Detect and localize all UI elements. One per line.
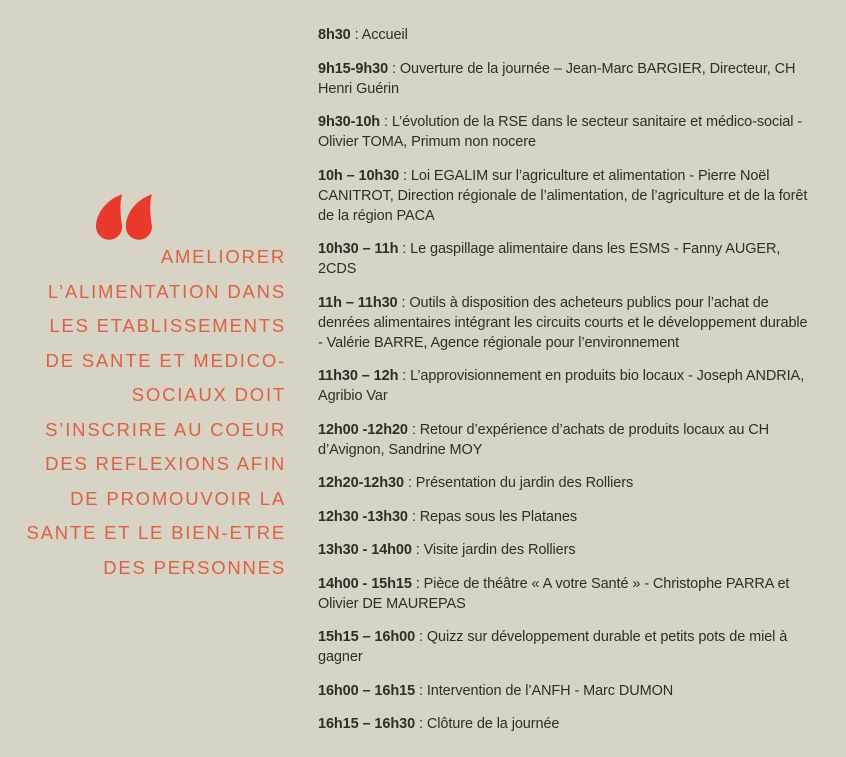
event-separator: :: [415, 682, 427, 699]
event-separator: :: [398, 241, 411, 257]
event-title: L’approvisionnement en produits bio locaux - Joseph ANDRIA, Agribio Var: [318, 368, 805, 404]
quote-comma-left: [96, 194, 122, 240]
event-title: Clôture de la journée: [426, 716, 560, 732]
event-title: Présentation du jardin des Rolliers: [415, 475, 634, 491]
quote-comma-right: [126, 194, 152, 240]
pull-quote-line: DE PROMOUVOIR LA: [70, 487, 286, 509]
event-separator: :: [397, 294, 410, 311]
schedule-list: [318, 25, 810, 748]
event-title: Quizz sur développement durable et petits pots de miel à gagner: [318, 629, 788, 665]
schedule-entry: [318, 473, 810, 493]
schedule-entry: [318, 293, 810, 353]
event-time: 13h30 - 14h00: [318, 542, 412, 558]
event-separator: :: [388, 60, 400, 77]
event-time: 9h15-9h30: [318, 60, 389, 77]
schedule-entry: [318, 507, 810, 527]
event-separator: :: [407, 421, 420, 438]
event-time: 8h30: [318, 27, 351, 43]
schedule-entry: [318, 681, 810, 701]
event-time: 14h00 - 15h15: [318, 575, 412, 592]
pull-quote-line: LES ETABLISSEMENTS: [49, 315, 286, 336]
schedule-entry: [318, 59, 810, 99]
schedule-entry: [318, 112, 810, 152]
event-time: 12h20-12h30: [318, 475, 404, 491]
pull-quote-line: L’ALIMENTATION DANS: [47, 280, 286, 302]
event-time: 16h00 – 16h15: [318, 682, 416, 699]
event-time: 10h30 – 11h: [318, 241, 399, 257]
event-separator: :: [411, 575, 424, 592]
pull-quote-line: DES REFLEXIONS AFIN: [45, 453, 286, 474]
event-time: 16h15 – 16h30: [318, 716, 416, 732]
event-title: Retour d’expérience d’achats de produits locaux au CH d’Avignon, Sandrine MOY: [318, 421, 770, 458]
schedule-entry: [318, 25, 810, 45]
schedule-entry: [318, 366, 810, 406]
event-separator: :: [380, 114, 392, 130]
event-time: 12h00 -12h20: [318, 421, 408, 438]
event-title: L’évolution de la RSE dans le secteur sanitaire et médico-social - Olivier TOMA, Primum non nocere: [318, 114, 802, 150]
pull-quote-line: S’INSCRIRE AU COEUR: [45, 418, 286, 440]
event-title: Pièce de théâtre « A votre Santé » - Christophe PARRA et Olivier DE MAUREPAS: [318, 575, 790, 612]
schedule-entry: [318, 540, 810, 560]
event-separator: :: [407, 508, 420, 525]
pull-quote-line: DES PERSONNES: [103, 556, 286, 578]
event-separator: :: [403, 475, 416, 491]
event-title: Le gaspillage alimentaire dans les ESMS - Fanny AUGER, 2CDS: [318, 241, 781, 277]
schedule-entry: [318, 574, 810, 614]
event-time: 9h30-10h: [318, 114, 381, 130]
event-time: 11h30 – 12h: [318, 368, 399, 384]
event-separator: :: [415, 629, 427, 645]
event-title: Loi EGALIM sur l’agriculture et alimentation - Pierre Noël CANITROT, Direction régionale de l’alimentation, de l’agriculture et de la forêt de la région PACA: [318, 167, 808, 224]
schedule-entry: [318, 166, 810, 226]
event-separator: :: [350, 27, 362, 43]
schedule-entry: [318, 239, 810, 279]
event-title: Visite jardin des Rolliers: [423, 542, 576, 558]
event-separator: :: [411, 542, 424, 558]
event-title: Outils à disposition des acheteurs publics pour l’achat de denrées alimentaires intégrant les circuits courts et le développement durable - Valérie BARRE, Agence régionale pour l’environnement: [318, 294, 808, 351]
schedule-entry: [318, 420, 810, 460]
event-title: Accueil: [361, 27, 408, 43]
quote-icon: [96, 194, 152, 240]
pull-quote-line: DE SANTE ET MEDICO-: [45, 349, 286, 371]
event-title: Ouverture de la journée – Jean-Marc BARGIER, Directeur, CH Henri Guérin: [318, 60, 796, 97]
event-time: 10h – 10h30: [318, 167, 400, 184]
event-title: Intervention de l’ANFH - Marc DUMON: [426, 682, 674, 699]
pull-quote: [10, 240, 286, 585]
event-time: 12h30 -13h30: [318, 508, 408, 525]
event-separator: :: [415, 716, 427, 732]
schedule-entry: [318, 714, 810, 734]
pull-quote-line: SOCIAUX DOIT: [131, 384, 286, 405]
event-time: 15h15 – 16h00: [318, 629, 416, 645]
event-separator: :: [399, 167, 411, 184]
event-separator: :: [398, 368, 411, 384]
pull-quote-line: AMELIORER: [160, 246, 286, 267]
event-title: Repas sous les Platanes: [419, 508, 577, 525]
schedule-entry: [318, 627, 810, 667]
event-time: 11h – 11h30: [318, 294, 398, 311]
pull-quote-line: SANTE ET LE BIEN-ETRE: [26, 522, 286, 543]
